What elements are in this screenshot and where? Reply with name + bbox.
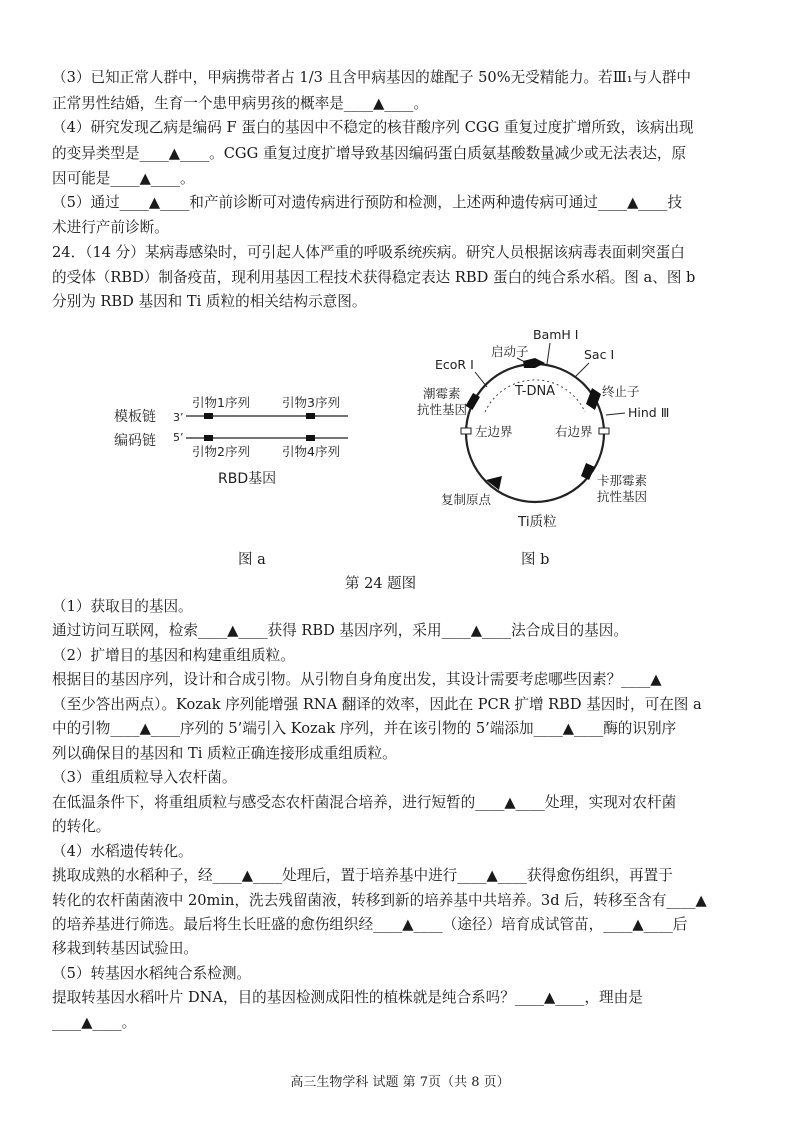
- text-line: 因可能是____▲____。: [52, 170, 195, 187]
- kanamycin-label-1: 卡那霉素: [597, 473, 648, 488]
- text-line: 根据目的基因序列，设计和合成引物。从引物自身角度出发，其设计需要考虑哪些因素？____▲: [52, 671, 662, 688]
- text-line: 中的引物____▲____序列的 5’端引入 Kozak 序列，并在该引物的 5’端添加____▲____酶的识别序: [52, 720, 677, 737]
- ecori-label: EcoR I: [435, 357, 474, 372]
- text-line: ____▲____。: [52, 1014, 137, 1031]
- saci-leader: [575, 363, 589, 377]
- text-line: 通过访问互联网，检索____▲____获得 RBD 基因序列，采用____▲____法合成目的基因。: [52, 622, 628, 639]
- primer4-label: 引物4序列: [282, 444, 340, 459]
- ecori-leader: [475, 372, 487, 387]
- primer3-site: [306, 413, 315, 419]
- text-line: 的受体（RBD）制备疫苗，现利用基因工程技术获得稳定表达 RBD 蛋白的纯合系水稻。图 a、图 b: [52, 269, 696, 286]
- left-border-label: 左边界: [475, 424, 513, 439]
- text-line: 的转化。: [52, 818, 111, 835]
- text-line: 正常男性结婚，生育一个患甲病男孩的概率是____▲____。: [52, 95, 429, 112]
- text-line: 术进行产前诊断。: [52, 219, 169, 236]
- text-line: 转化的农杆菌菌液中 20min，洗去残留菌液，转移到新的培养基中共培养。3d 后，转移至含有____▲: [52, 892, 707, 909]
- figure-b-ti-plasmid: [405, 322, 670, 534]
- origin-label: 复制原点: [441, 492, 492, 507]
- primer3-label: 引物3序列: [282, 395, 340, 410]
- text-line: 分别为 RBD 基因和 Ti 质粒的相关结构示意图。: [52, 293, 367, 310]
- promoter-arrow: [523, 358, 545, 368]
- terminator-label: 终止子: [602, 384, 640, 399]
- end-3-label: 3’: [173, 411, 184, 424]
- end-5-label: 5’: [173, 431, 184, 444]
- text-line: 的培养基进行筛选。最后将生长旺盛的愈伤组织经____▲____（途径）培育成试管苗，____▲____后: [52, 916, 688, 933]
- figure-b-caption: 图 b: [521, 552, 550, 568]
- kanamycin-gene-arrow: [581, 463, 595, 480]
- text-line: 在低温条件下，将重组质粒与感受态农杆菌混合培养，进行短暂的____▲____处理，实现对农杆菌: [52, 794, 677, 811]
- promoter-label: 启动子: [491, 344, 529, 359]
- rbd-gene-label: RBD基因: [218, 471, 277, 487]
- text-line: 的变异类型是____▲____。CGG 重复过度扩增导致基因编码蛋白质氨基酸数量减少或无法表达，原: [52, 145, 687, 162]
- text-line: 列以确保目的基因和 Ti 质粒正确连接形成重组质粒。: [52, 745, 397, 762]
- figure-caption: 第 24 题图: [345, 576, 417, 592]
- ti-plasmid-label: Ti质粒: [518, 514, 557, 530]
- text-line: （3）已知正常人群中，甲病携带者占 1/3 且含甲病基因的雄配子 50%无受精能力。若Ⅲ₁与人群中: [52, 69, 692, 86]
- primer1-site: [204, 413, 213, 419]
- text-line: （1）获取目的基因。: [52, 598, 193, 615]
- text-line: 移栽到转基因试验田。: [52, 940, 198, 957]
- text-line: （4）水稻遗传转化。: [52, 843, 193, 860]
- kanamycin-label-2: 抗性基因: [597, 489, 648, 504]
- tdna-label: T-DNA: [515, 384, 556, 399]
- text-line: （至少答出两点）。Kozak 序列能增强 RNA 翻译的效率，因此在 PCR 扩增 RBD 基因时，可在图 a: [52, 696, 702, 713]
- figure-a-caption: 图 a: [238, 552, 266, 568]
- hindiii-leader: [606, 413, 625, 415]
- text-line: 提取转基因水稻叶片 DNA，目的基因检测成阳性的植株就是纯合系吗？____▲____，理由是: [52, 989, 643, 1006]
- left-border-marker: [461, 428, 471, 434]
- text-line: （2）扩增目的基因和构建重组质粒。: [52, 647, 295, 664]
- text-line: （5）转基因水稻纯合系检测。: [52, 965, 252, 982]
- bamhi-label: BamH I: [533, 327, 579, 342]
- saci-label: Sac I: [584, 347, 615, 362]
- bamhi-leader: [547, 343, 550, 364]
- page-footer: 高三生物学科 试题 第 7页（共 8 页）: [290, 1075, 510, 1090]
- right-border-marker: [599, 428, 609, 434]
- hygromycin-label-2: 抗性基因: [417, 402, 468, 417]
- question-24-stem: 24．（14 分）某病毒感染时，可引起人体严重的呼吸系统疾病。研究人员根据该病毒表面刺突蛋白: [52, 244, 685, 261]
- text-line: （3）重组质粒导入农杆菌。: [52, 769, 237, 786]
- coding-strand-label: 编码链: [114, 433, 156, 449]
- text-line: （5）通过____▲____和产前诊断可对遗传病进行预防和检测，上述两种遗传病可通过____▲____技: [52, 194, 683, 211]
- primer2-label: 引物2序列: [192, 444, 250, 459]
- hygromycin-label-1: 潮霉素: [423, 386, 461, 401]
- primer1-label: 引物1序列: [192, 395, 250, 410]
- right-border-label: 右边界: [555, 424, 593, 439]
- figure-a-rbd-gene: [110, 390, 360, 490]
- template-strand-label: 模板链: [114, 409, 156, 425]
- hindiii-label: Hind Ⅲ: [628, 405, 670, 420]
- text-line: 挑取成熟的水稻种子，经____▲____处理后，置于培养基中进行____▲____获得愈伤组织，再置于: [52, 867, 673, 884]
- primer2-site: [204, 435, 213, 441]
- primer4-site: [306, 435, 315, 441]
- text-line: （4）研究发现乙病是编码 F 蛋白的基因中不稳定的核苷酸序列 CGG 重复过度扩增所致，该病出现: [52, 119, 694, 136]
